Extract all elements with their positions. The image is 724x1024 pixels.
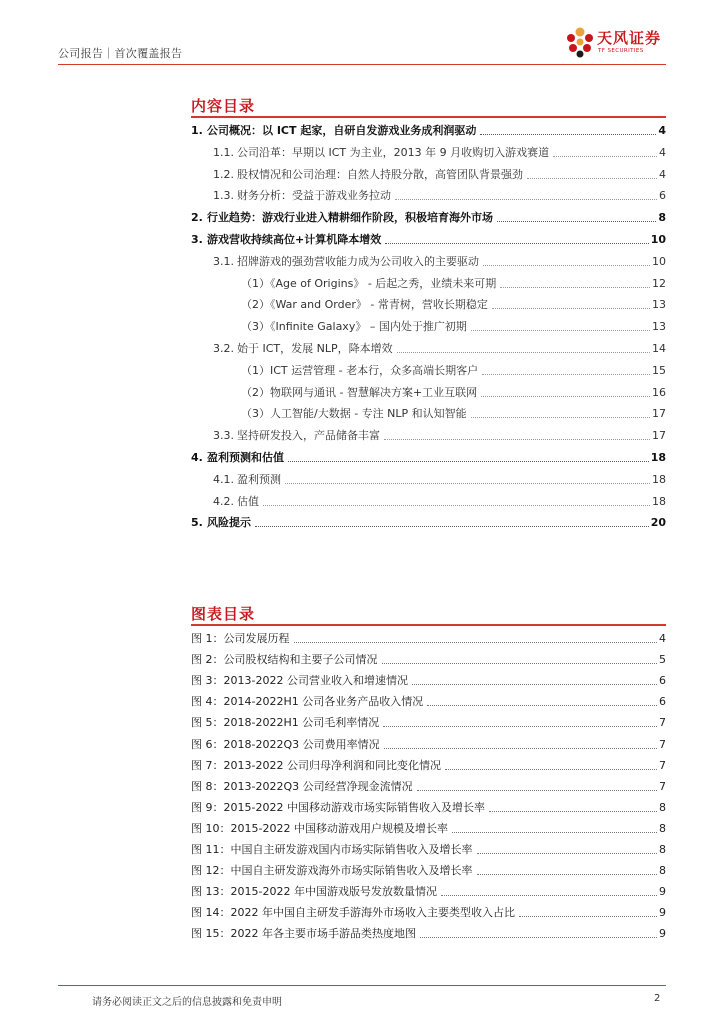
toc-entry-title: 公司沿革：早期以 ICT 为主业，2013 年 9 月收购切入游戏赛道 bbox=[237, 146, 550, 159]
toc-entry-title: （2）《War and Order》 - 常青树，营收长期稳定 bbox=[241, 298, 488, 311]
dot-leader bbox=[477, 874, 658, 875]
toc-entry-page: 16 bbox=[652, 386, 666, 399]
dot-leader bbox=[427, 705, 657, 706]
figure-entry[interactable] bbox=[191, 904, 666, 920]
dot-leader bbox=[441, 895, 657, 896]
dot-leader bbox=[480, 134, 656, 135]
toc-entry-page: 4 bbox=[658, 124, 666, 137]
toc-entry[interactable] bbox=[191, 253, 666, 269]
figure-entry-page: 9 bbox=[659, 885, 666, 898]
dot-leader bbox=[395, 199, 657, 200]
figure-entry-label: 图 13：2015-2022 年中国游戏版号发放数量情况 bbox=[191, 885, 437, 898]
toc-entry-title: 股权情况和公司治理：自然人持股分散，高管团队背景强劲 bbox=[237, 168, 523, 181]
toc-entry-page: 14 bbox=[652, 342, 666, 355]
toc-entry-title: （1）ICT 运营管理 - 老本行，众多高端长期客户 bbox=[241, 364, 479, 377]
page-number: 2 bbox=[654, 993, 661, 1004]
toc-entry-number: 4.1. bbox=[213, 473, 234, 486]
figure-entry-label: 图 1：公司发展历程 bbox=[191, 632, 290, 645]
dot-leader bbox=[519, 916, 657, 917]
toc-entry-page: 10 bbox=[650, 233, 666, 246]
figure-entry-page: 9 bbox=[659, 906, 666, 919]
figures-title-divider bbox=[191, 624, 666, 626]
toc-entry-page: 8 bbox=[658, 211, 666, 224]
figure-entry[interactable] bbox=[191, 651, 666, 667]
toc-entry-title: 公司概况：以 ICT 起家，自研自发游戏业务成利润驱动 bbox=[207, 124, 477, 137]
toc-entry-number: 2. bbox=[191, 211, 203, 224]
toc-entry-title: 坚持研发投入，产品储备丰富 bbox=[237, 429, 380, 442]
figure-entry[interactable] bbox=[191, 778, 666, 794]
toc-entry-number: 3.2. bbox=[213, 342, 234, 355]
dot-leader bbox=[384, 748, 657, 749]
figure-entry[interactable] bbox=[191, 925, 666, 941]
figure-entry[interactable] bbox=[191, 799, 666, 815]
toc-entry-title: 行业趋势：游戏行业进入精耕细作阶段，积极培育海外市场 bbox=[207, 211, 493, 224]
figure-entry-page: 6 bbox=[659, 674, 666, 687]
figure-entry-page: 8 bbox=[659, 822, 666, 835]
dot-leader bbox=[294, 642, 658, 643]
toc-entry-number: 3.3. bbox=[213, 429, 234, 442]
dot-leader bbox=[420, 937, 657, 938]
dot-leader bbox=[492, 308, 650, 309]
figure-entry[interactable] bbox=[191, 862, 666, 878]
toc-entry[interactable] bbox=[191, 166, 666, 182]
toc-entry-page: 12 bbox=[652, 277, 666, 290]
figure-entry-label: 图 5：2018-2022H1 公司毛利率情况 bbox=[191, 716, 380, 729]
toc-entry-number: 4.2. bbox=[213, 495, 234, 508]
toc-entry[interactable] bbox=[191, 514, 666, 530]
figure-entry-page: 7 bbox=[659, 716, 666, 729]
figure-entry-page: 8 bbox=[659, 801, 666, 814]
figure-entry-page: 7 bbox=[659, 738, 666, 751]
dot-leader bbox=[471, 330, 650, 331]
dot-leader bbox=[452, 832, 657, 833]
figure-entry-label: 图 4：2014-2022H1 公司各业务产品收入情况 bbox=[191, 695, 424, 708]
footer-divider bbox=[58, 985, 666, 986]
toc-entry-page: 10 bbox=[652, 255, 666, 268]
figure-entry-page: 4 bbox=[659, 632, 666, 645]
figure-entry-label: 图 9：2015-2022 中国移动游戏市场实际销售收入及增长率 bbox=[191, 801, 485, 814]
figure-entry-page: 7 bbox=[659, 759, 666, 772]
figure-entry-label: 图 14：2022 年中国自主研发手游海外市场收入主要类型收入占比 bbox=[191, 906, 515, 919]
figure-entry-label: 图 8：2013-2022Q3 公司经营净现金流情况 bbox=[191, 780, 413, 793]
figure-entry-label: 图 6：2018-2022Q3 公司费用率情况 bbox=[191, 738, 380, 751]
figure-entry[interactable] bbox=[191, 630, 666, 646]
toc-entry-page: 4 bbox=[659, 168, 666, 181]
toc-entry[interactable] bbox=[191, 427, 666, 443]
figure-entry-page: 6 bbox=[659, 695, 666, 708]
toc-entry-title: 始于 ICT，发展 NLP，降本增效 bbox=[237, 342, 393, 355]
toc-entry[interactable] bbox=[191, 493, 666, 509]
figure-entry-label: 图 3：2013-2022 公司营业收入和增速情况 bbox=[191, 674, 408, 687]
toc-entry-number: 5. bbox=[191, 516, 203, 529]
figure-entry-page: 5 bbox=[659, 653, 666, 666]
figure-entry-page: 8 bbox=[659, 864, 666, 877]
dot-leader bbox=[477, 853, 658, 854]
dot-leader bbox=[482, 374, 650, 375]
toc-entry-page: 13 bbox=[652, 320, 666, 333]
toc-entry-page: 4 bbox=[659, 146, 666, 159]
figure-entry-page: 7 bbox=[659, 780, 666, 793]
dot-leader bbox=[417, 790, 657, 791]
toc-entry-title: （3）人工智能/大数据 - 专注 NLP 和认知智能 bbox=[241, 407, 467, 420]
dot-leader bbox=[412, 684, 657, 685]
figure-entry-page: 8 bbox=[659, 843, 666, 856]
toc-entry-page: 17 bbox=[652, 407, 666, 420]
header-divider bbox=[58, 64, 666, 65]
flower-logo-icon bbox=[565, 26, 595, 60]
toc-entry-page: 18 bbox=[652, 495, 666, 508]
figure-entry-label: 图 7：2013-2022 公司归母净利润和同比变化情况 bbox=[191, 759, 441, 772]
figure-entry-label: 图 15：2022 年各主要市场手游品类热度地图 bbox=[191, 927, 416, 940]
dot-leader bbox=[489, 811, 657, 812]
toc-entry[interactable] bbox=[191, 144, 666, 160]
dot-leader bbox=[527, 178, 657, 179]
toc-entry-title: 财务分析：受益于游戏业务拉动 bbox=[237, 189, 391, 202]
toc-entry[interactable] bbox=[191, 122, 666, 138]
toc-entry-page: 15 bbox=[652, 364, 666, 377]
toc-entry-title: 风险提示 bbox=[207, 516, 251, 529]
dot-leader bbox=[384, 439, 650, 440]
dot-leader bbox=[383, 726, 657, 727]
company-logo bbox=[565, 24, 675, 64]
toc-entry[interactable] bbox=[191, 231, 666, 247]
toc-entry-page: 13 bbox=[652, 298, 666, 311]
toc-entry[interactable] bbox=[191, 296, 666, 312]
figure-entry-page: 9 bbox=[659, 927, 666, 940]
dot-leader bbox=[263, 505, 650, 506]
toc-entry[interactable] bbox=[191, 187, 666, 203]
toc-entry-page: 17 bbox=[652, 429, 666, 442]
logo-name: 天风证券 bbox=[597, 29, 662, 47]
dot-leader bbox=[481, 396, 650, 397]
figure-entry[interactable] bbox=[191, 820, 666, 836]
dot-leader bbox=[553, 156, 657, 157]
logo-subtitle: TF SECURITIES bbox=[598, 48, 644, 54]
toc-entry[interactable] bbox=[191, 362, 666, 378]
dot-leader bbox=[382, 663, 658, 664]
dot-leader bbox=[483, 265, 650, 266]
toc-entry-title: （2）物联网与通讯 - 智慧解决方案+工业互联网 bbox=[241, 386, 478, 399]
dot-leader bbox=[285, 483, 650, 484]
figure-entry[interactable] bbox=[191, 841, 666, 857]
toc-entry-title: （3）《Infinite Galaxy》 – 国内处于推广初期 bbox=[241, 320, 467, 333]
toc-entry-number: 1.3. bbox=[213, 189, 234, 202]
toc-entry-number: 3.1. bbox=[213, 255, 234, 268]
toc-entry-number: 3. bbox=[191, 233, 203, 246]
dot-leader bbox=[500, 287, 650, 288]
figure-entry-label: 图 12：中国自主研发游戏海外市场实际销售收入及增长率 bbox=[191, 864, 473, 877]
figure-entry[interactable] bbox=[191, 672, 666, 688]
figure-entry-label: 图 11：中国自主研发游戏国内市场实际销售收入及增长率 bbox=[191, 843, 473, 856]
toc-title: 内容目录 bbox=[191, 97, 256, 115]
figure-entry[interactable] bbox=[191, 736, 666, 752]
toc-entry-page: 18 bbox=[650, 451, 666, 464]
figure-entry[interactable] bbox=[191, 757, 666, 773]
toc-entry[interactable] bbox=[191, 275, 666, 291]
toc-entry-page: 6 bbox=[659, 189, 666, 202]
figure-entry[interactable] bbox=[191, 714, 666, 730]
toc-entry[interactable] bbox=[191, 471, 666, 487]
toc-entry-title: 估值 bbox=[237, 495, 259, 508]
dot-leader bbox=[385, 243, 648, 244]
dot-leader bbox=[255, 526, 649, 527]
toc-entry[interactable] bbox=[191, 449, 666, 465]
toc-entry-page: 18 bbox=[652, 473, 666, 486]
figure-entry-label: 图 2：公司股权结构和主要子公司情况 bbox=[191, 653, 378, 666]
dot-leader bbox=[288, 461, 649, 462]
toc-entry-number: 1.2. bbox=[213, 168, 234, 181]
figures-toc-title: 图表目录 bbox=[191, 605, 256, 623]
toc-entry[interactable] bbox=[191, 405, 666, 421]
toc-entry[interactable] bbox=[191, 384, 666, 400]
toc-entry-title: 盈利预测和估值 bbox=[207, 451, 284, 464]
toc-entry-number: 1.1. bbox=[213, 146, 234, 159]
dot-leader bbox=[397, 352, 650, 353]
report-type-label: 公司报告｜首次覆盖报告 bbox=[58, 47, 183, 60]
toc-entry-page: 20 bbox=[650, 516, 666, 529]
figure-entry-label: 图 10：2015-2022 中国移动游戏用户规模及增长率 bbox=[191, 822, 448, 835]
toc-entry-title: 游戏营收持续高位+计算机降本增效 bbox=[207, 233, 382, 246]
toc-entry[interactable] bbox=[191, 209, 666, 225]
toc-entry-title: （1）《Age of Origins》 - 后起之秀，业绩未来可期 bbox=[241, 277, 497, 290]
toc-title-divider bbox=[191, 116, 666, 118]
toc-entry-title: 招牌游戏的强劲营收能力成为公司收入的主要驱动 bbox=[237, 255, 479, 268]
disclaimer-text: 请务必阅读正文之后的信息披露和免责申明 bbox=[92, 997, 282, 1008]
toc-entry[interactable] bbox=[191, 318, 666, 334]
figure-entry[interactable] bbox=[191, 883, 666, 899]
dot-leader bbox=[445, 769, 657, 770]
toc-entry[interactable] bbox=[191, 340, 666, 356]
toc-entry-title: 盈利预测 bbox=[237, 473, 281, 486]
dot-leader bbox=[471, 417, 650, 418]
dot-leader bbox=[497, 221, 656, 222]
figure-entry[interactable] bbox=[191, 693, 666, 709]
toc-entry-number: 1. bbox=[191, 124, 203, 137]
toc-entry-number: 4. bbox=[191, 451, 203, 464]
